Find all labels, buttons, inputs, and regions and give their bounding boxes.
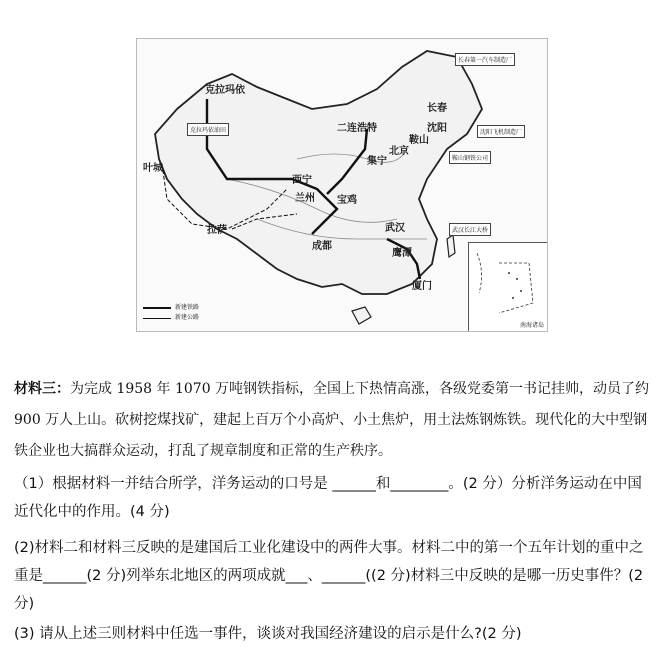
material-three-label: 材料三： xyxy=(14,381,70,397)
city-wuhan: 武汉 xyxy=(385,223,405,234)
box-wuhan-bridge: 武汉长江大桥 xyxy=(449,223,491,236)
city-beijing: 北京 xyxy=(389,146,409,157)
map-legend xyxy=(143,303,199,323)
city-lasa: 拉萨 xyxy=(207,225,227,236)
city-hetian: 叶城 xyxy=(143,163,163,174)
city-xining: 西宁 xyxy=(292,175,312,186)
city-kelamayi: 克拉玛依 xyxy=(205,85,245,96)
city-changchun: 长春 xyxy=(427,103,447,114)
box-kelamayi-field: 克拉玛依油田 xyxy=(187,123,229,136)
question-2: (2)材料二和材料三反映的是建国后工业化建设中的两件大事。材料二中的第一个五年计划的重中之重是______(2 分)列举东北地区的两项成就___、______((2 分)材料三中反映的是哪一历史事件？(2 分) xyxy=(14,540,644,612)
city-chengdu: 成都 xyxy=(312,241,332,252)
inset-islands xyxy=(469,243,547,331)
city-baoji: 宝鸡 xyxy=(337,195,357,206)
material-three-text: 为完成 1958 年 1070 万吨钢铁指标，全国上下热情高涨，各级党委第一书记挂帅，动员了约 900 万人上山。砍树挖煤找矿，建起上百万个小高炉、小土焦炉，用土法炼钢炼铁。现代化的大中型钢铁企业也大搞群众运动，打乱了规章制度和正常的生产秩序。 xyxy=(14,381,650,459)
legend-railway-line xyxy=(143,307,171,309)
legend-railway xyxy=(143,303,199,313)
legend-railway-label: 新建铁路 xyxy=(175,304,200,311)
question-1: （1）根据材料一并结合所学，洋务运动的口号是 ______和________。(2 分）分析洋务运动在中国近代化中的作用。(4 分) xyxy=(14,476,642,520)
legend-highway xyxy=(143,313,199,323)
legend-highway-line xyxy=(143,318,171,319)
city-shenyang: 沈阳 xyxy=(427,123,447,134)
south-china-sea-inset xyxy=(468,242,547,331)
box-faw: 长春第一汽车制造厂 xyxy=(455,53,515,66)
city-anshan: 鞍山 xyxy=(409,135,429,146)
city-lanzhou: 兰州 xyxy=(295,193,315,204)
question-3: (3) 请从上述三则材料中任选一事件，谈谈对我国经济建设的启示是什么?(2 分) xyxy=(14,626,522,642)
city-erlianhaote: 二连浩特 xyxy=(337,123,377,134)
city-jining: 集宁 xyxy=(367,156,387,167)
material-three xyxy=(14,374,651,467)
inset-label: 南海诸岛 xyxy=(519,322,544,329)
city-xiamen: 厦门 xyxy=(412,281,432,292)
box-shenyang-plant: 沈阳飞机制造厂 xyxy=(477,125,525,138)
legend-highway-label: 新建公路 xyxy=(175,314,200,321)
china-map xyxy=(136,38,548,332)
city-yingtan: 鹰潭 xyxy=(392,248,412,259)
box-anshan-steel: 鞍山钢铁公司 xyxy=(449,151,491,164)
